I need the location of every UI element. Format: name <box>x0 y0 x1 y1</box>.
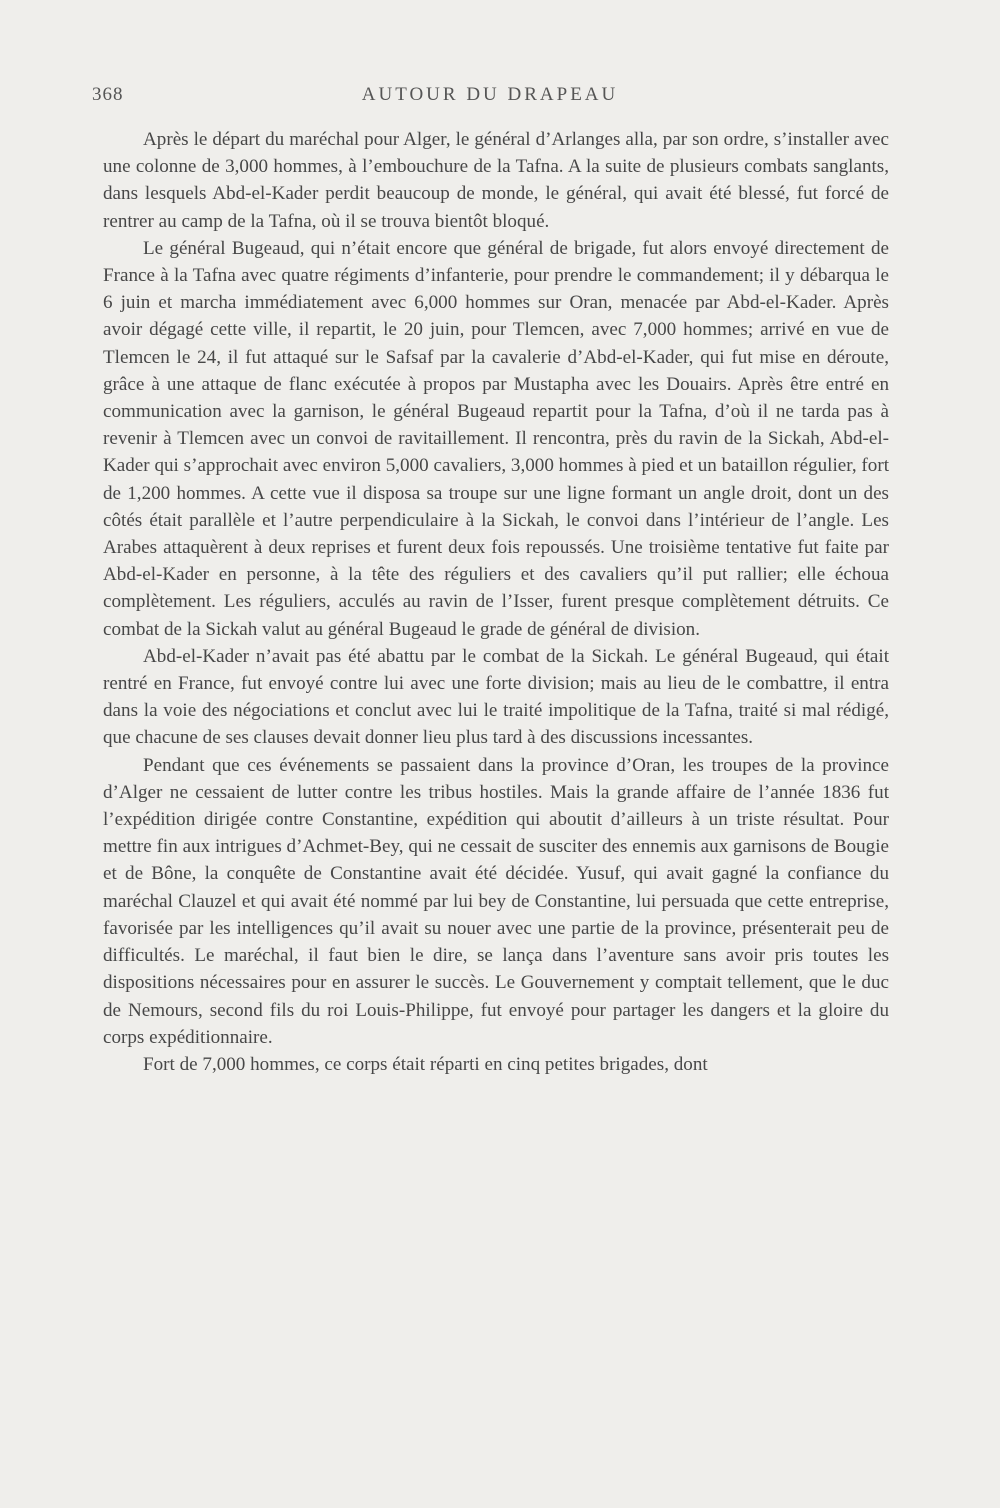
body-text <box>103 126 889 1078</box>
running-title: AUTOUR DU DRAPEAU <box>361 84 619 105</box>
running-head <box>92 84 888 114</box>
paragraph: Après le départ du maréchal pour Alger, le général d’Arlanges alla, par son ordre, s’installer avec une colonne de 3,000 hommes, à l’embouchure de la Tafna. A la suite de plusieurs combats sanglants, dans lesquels Abd-el-Kader perdit beaucoup de monde, le général, qui avait été blessé, fut forcé de rentrer au camp de la Tafna, où il se trouva bientôt bloqué. <box>103 129 889 232</box>
paragraph: Pendant que ces événements se passaient dans la province d’Oran, les troupes de la province d’Alger ne cessaient de lutter contre les tribus hostiles. Mais la grande affaire de l’année 1836 fut l’expédition dirigée contre Constantine, expédition qui aboutit d’ailleurs à un triste résultat. Pour mettre fin aux intrigues d’Achmet-Bey, qui ne cessait de susciter des ennemis aux garnisons de Bougie et de Bône, la conquête de Constantine avait été décidée. Yusuf, qui avait gagné la confiance du maréchal Clauzel et qui avait été nommé par lui bey de Constantine, lui persuada que cette entreprise, favorisée par les intelligences qu’il avait su nouer avec une partie de la province, présenterait peu de difficultés. Le maréchal, il faut bien le dire, se lança dans l’aventure sans avoir pris toutes les dispositions nécessaires pour en assurer le succès. Le Gouvernement y comptait tellement, que le duc de Nemours, second fils du roi Louis-Philippe, fut envoyé pour partager les dangers et la gloire du corps expéditionnaire. <box>103 754 889 1048</box>
paragraph: Le général Bugeaud, qui n’était encore que général de brigade, fut alors envoyé directement de France à la Tafna avec quatre régiments d’infanterie, pour prendre le commandement; il y débarqua le 6 juin et marcha immédiatement avec 6,000 hommes sur Oran, menacée par Abd-el-Kader. Après avoir dégagé cette ville, il repartit, le 20 juin, pour Tlemcen, avec 7,000 hommes; arrivé en vue de Tlemcen le 24, il fut attaqué sur le Safsaf par la cavalerie d’Abd-el-Kader, qui fut mise en déroute, grâce à une attaque de flanc exécutée à propos par Mustapha avec les Douairs. Après être entré en communication avec la garnison, le général Bugeaud repartit pour la Tafna, d’où il ne tarda pas à revenir à Tlemcen avec un convoi de ravitaillement. Il rencontra, près du ravin de la Sickah, Abd-el-Kader qui s’approchait avec environ 5,000 cavaliers, 3,000 hommes à pied et un bataillon régulier, fort de 1,200 hommes. A cette vue il disposa sa troupe sur une ligne formant un angle droit, dont un des côtés était parallèle et l’autre perpendiculaire à la Sickah, le convoi dans l’intérieur de l’angle. Les Arabes attaquèrent à deux reprises et furent deux fois repoussés. Une troisième tentative fut faite par Abd-el-Kader en personne, à la tête des réguliers et des cavaliers qu’il put rallier; elle échoua complètement. Les réguliers, acculés au ravin de l’Isser, furent presque complètement détruits. Ce combat de la Sickah valut au général Bugeaud le grade de général de division. <box>103 237 889 640</box>
page-number: 368 <box>92 84 124 105</box>
paragraph: Fort de 7,000 hommes, ce corps était réparti en cinq petites brigades, dont <box>143 1053 708 1075</box>
paragraph: Abd-el-Kader n’avait pas été abattu par le combat de la Sickah. Le général Bugeaud, qui était rentré en France, fut envoyé contre lui avec une forte division; mais au lieu de le combattre, il entra dans la voie des négociations et conclut avec lui le traité impolitique de la Tafna, traité si mal rédigé, que chacune de ses clauses devait donner lieu plus tard à des discussions incessantes. <box>103 645 889 749</box>
